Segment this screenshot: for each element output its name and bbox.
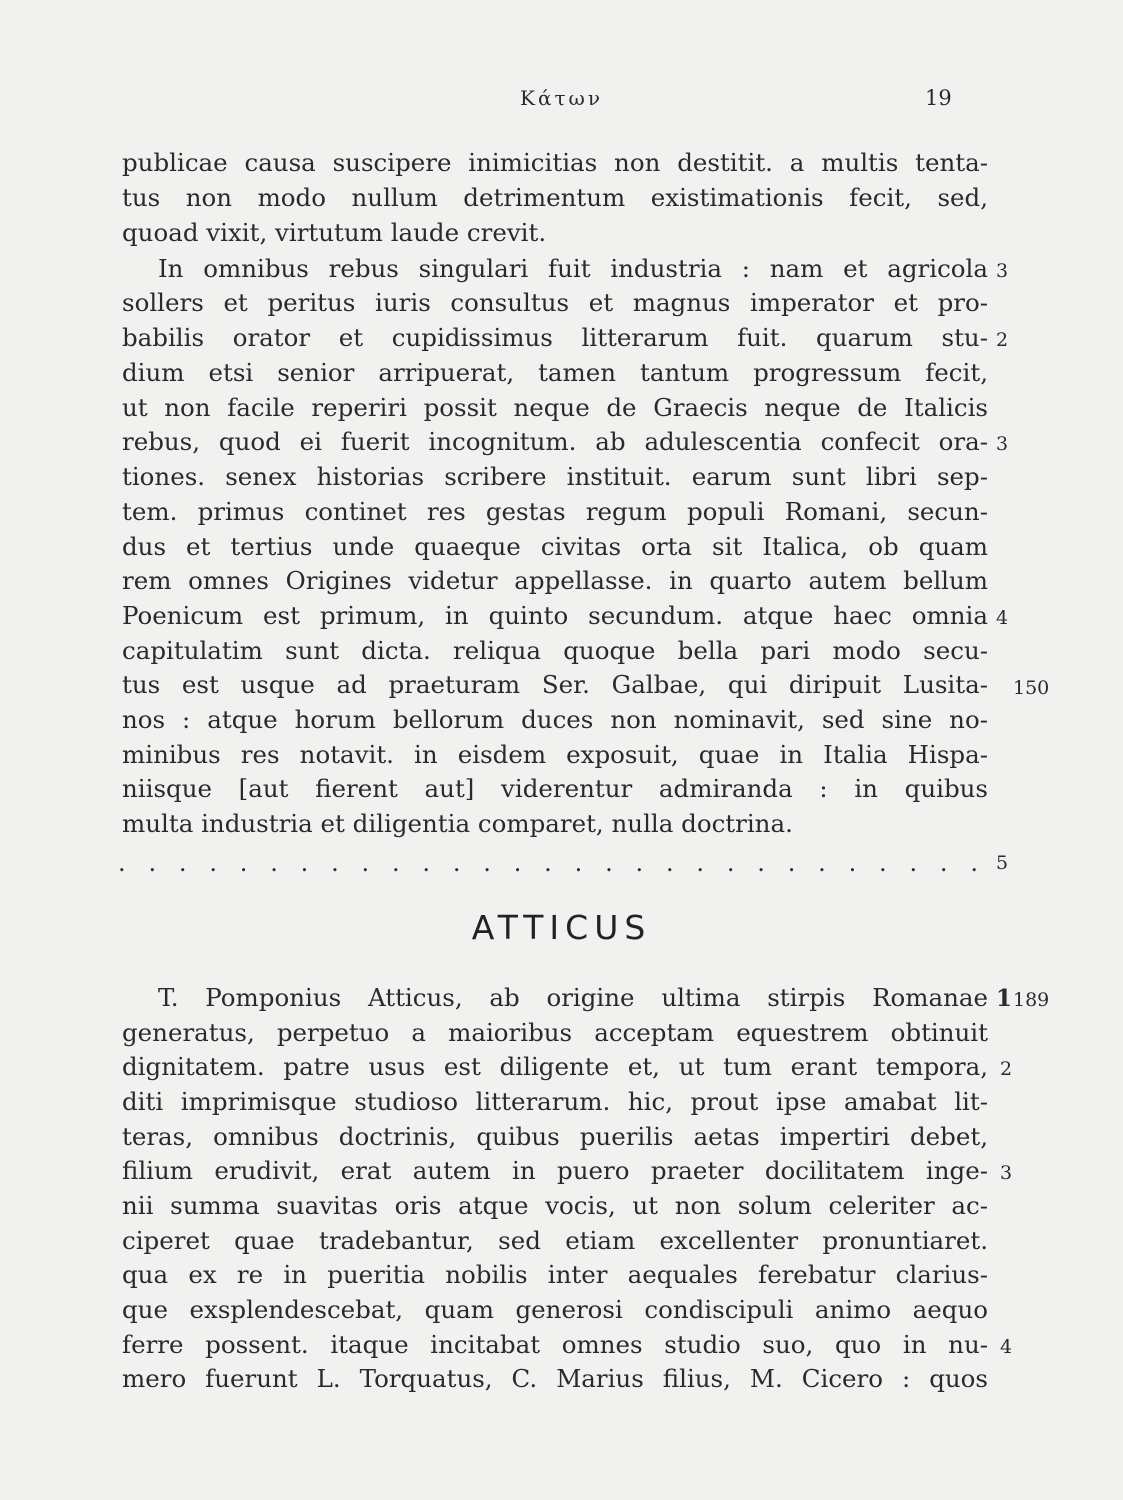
text-line: dium etsi senior arripuerat, tamen tantum progressum fecit, [122, 358, 988, 387]
margin-section-number: 3 [996, 433, 1009, 455]
margin-reference-number: 150 [1013, 677, 1050, 699]
margin-section-number: 3 [1000, 1162, 1013, 1184]
text-line: publicae causa suscipere inimicitias non destitit. a multis tenta- [122, 148, 988, 177]
text-line: filium erudivit, erat autem in puero praeter docilitatem inge- [122, 1156, 988, 1185]
text-line: tem. primus continet res gestas regum populi Romani, secun- [122, 497, 988, 526]
section-heading: ATTICUS [471, 908, 652, 947]
running-header: Κάτων [520, 86, 603, 110]
text-line: sollers et peritus iuris consultus et magnus imperator et pro- [122, 288, 988, 317]
text-line: multa industria et diligentia comparet, nulla doctrina. [122, 809, 793, 838]
margin-section-number: 4 [1000, 1336, 1013, 1358]
text-line: dus et tertius unde quaeque civitas orta sit Italica, ob quam [122, 532, 988, 561]
text-line: teras, omnibus doctrinis, quibus puerilis aetas impertiri debet, [122, 1122, 988, 1151]
margin-section-number: 5 [996, 852, 1009, 874]
margin-section-number: 4 [996, 607, 1009, 629]
text-line: dignitatem. patre usus est diligente et, ut tum erant tempora, [122, 1052, 988, 1081]
text-line: generatus, perpetuo a maioribus acceptam equestrem obtinuit [122, 1018, 988, 1047]
text-line: tiones. senex historias scribere instituit. earum sunt libri sep- [122, 462, 988, 491]
text-line: ciperet quae tradebantur, sed etiam excellenter pronuntiaret. [122, 1226, 988, 1255]
text-line: babilis orator et cupidissimus litterarum fuit. quarum stu- [122, 323, 988, 352]
text-line: Poenicum est primum, in quinto secundum. atque haec omnia [122, 601, 988, 630]
text-line: ut non facile reperiri possit neque de Graecis neque de Italicis [122, 393, 988, 422]
margin-reference-number: 189 [1013, 989, 1050, 1011]
omission-ellipsis: . . . . . . . . . . . . . . . . . . . . . . . . . . . . . [118, 849, 978, 877]
text-line: In omnibus rebus singulari fuit industria : nam et agricola [158, 254, 988, 283]
text-line: diti imprimisque studioso litterarum. hic, prout ipse amabat lit- [122, 1087, 988, 1116]
margin-section-number: 3 [996, 260, 1009, 282]
page-number: 19 [925, 86, 952, 110]
text-line: niisque [aut fierent aut] viderentur admiranda : in quibus [122, 774, 988, 803]
text-line: tus non modo nullum detrimentum existimationis fecit, sed, [122, 183, 988, 212]
text-line: capitulatim sunt dicta. reliqua quoque bella pari modo secu- [122, 636, 988, 665]
text-line: nos : atque horum bellorum duces non nominavit, sed sine no- [122, 705, 988, 734]
margin-section-number: 2 [996, 329, 1009, 351]
text-line: quoad vixit, virtutum laude crevit. [122, 218, 547, 247]
text-line: rem omnes Origines videtur appellasse. in quarto autem bellum [122, 566, 988, 595]
text-line: T. Pomponius Atticus, ab origine ultima stirpis Romanae [158, 983, 988, 1012]
text-line: minibus res notavit. in eisdem exposuit, quae in Italia Hispa- [122, 740, 988, 769]
text-line: que exsplendescebat, quam generosi condiscipuli animo aequo [122, 1295, 988, 1324]
text-line: mero fuerunt L. Torquatus, C. Marius filius, M. Cicero : quos [122, 1364, 988, 1393]
text-line: ferre possent. itaque incitabat omnes studio suo, quo in nu- [122, 1330, 988, 1359]
text-line: nii summa suavitas oris atque vocis, ut non solum celeriter ac- [122, 1191, 988, 1220]
text-line: rebus, quod ei fuerit incognitum. ab adulescentia confecit ora- [122, 427, 988, 456]
text-line: qua ex re in pueritia nobilis inter aequales ferebatur clarius- [122, 1260, 988, 1289]
text-line: tus est usque ad praeturam Ser. Galbae, qui diripuit Lusita- [122, 670, 988, 699]
margin-section-number: 1 [996, 985, 1013, 1012]
margin-section-number: 2 [1000, 1058, 1013, 1080]
